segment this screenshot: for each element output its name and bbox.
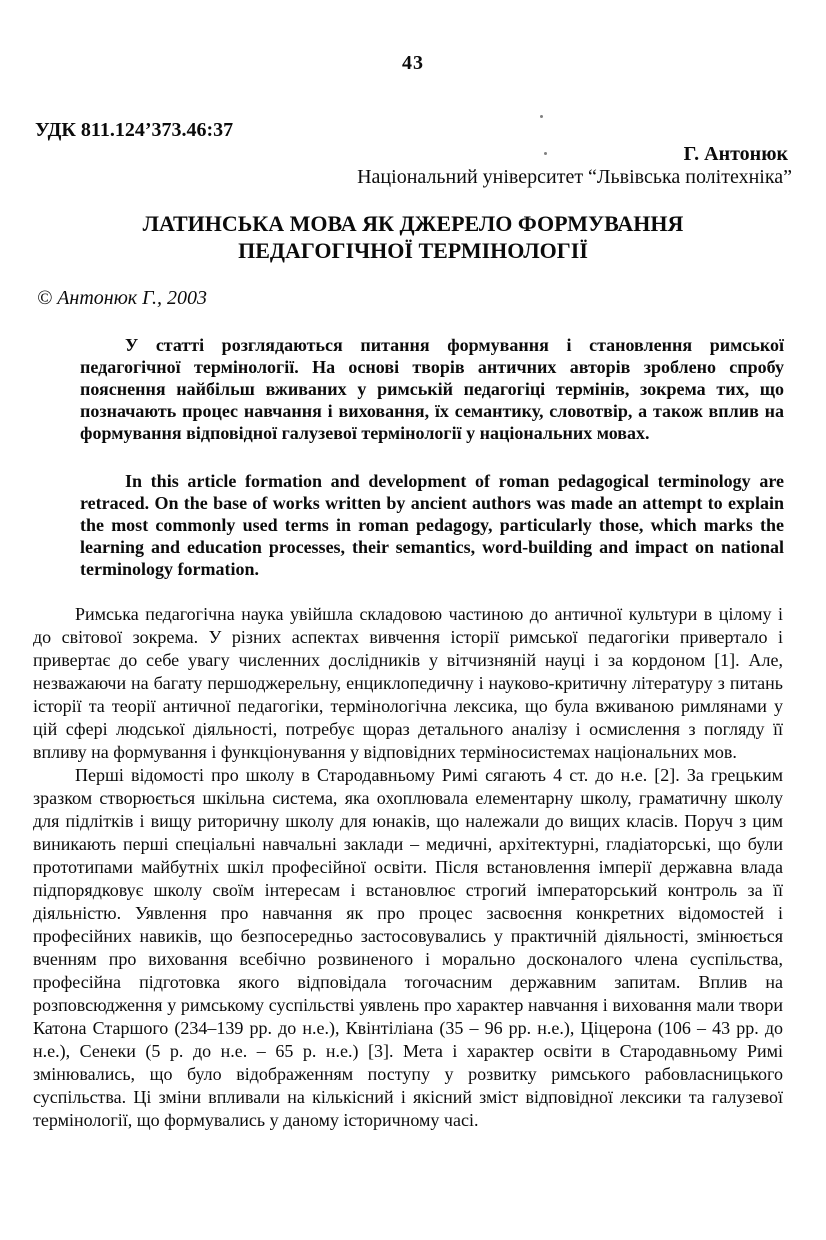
author-name: Г. Антонюк — [683, 143, 788, 165]
page-number: 43 — [402, 52, 424, 74]
body-paragraph-1: Римська педагогічна наука увійшла складовою частиною до античної культури в цілому і до світової зокрема. У різних аспектах вивчення історії римської педагогіки привертало і привертає до себе увагу численних дослідників у вітчизняній науці і за кордоном [1]. Але, незважаючи на багату першоджерельну, енциклопедичну і науково-критичну літературу з питань історії та теорії античної педагогіки, термінологічна лексика, що була вживаною римлянами у цій сфері людської діяльності, потребує щораз детального аналізу і осмислення з погляду її впливу на формування і функціонування у відповідних терміносистемах національних мов. — [33, 604, 783, 762]
article-title — [0, 210, 826, 264]
article-title-line2: ПЕДАГОГІЧНОЇ ТЕРМІНОЛОГІЇ — [238, 238, 588, 263]
article-body — [33, 603, 783, 1132]
author-affiliation: Національний університет “Львівська політехніка” — [357, 166, 792, 188]
scan-speck — [544, 152, 547, 155]
abstract-english: In this article formation and development of roman pedagogical terminology are retraced. On the base of works written by ancient authors was made an attempt to explain the most commonly used terms in roman pedagogy, particularly those, which marks the learning and education processes, their semantics, word-building and impact on national terminology formation. — [80, 471, 784, 579]
article-title-line1: ЛАТИНСЬКА МОВА ЯК ДЖЕРЕЛО ФОРМУВАННЯ — [142, 211, 684, 236]
scan-speck — [540, 115, 543, 118]
body-paragraph-2: Перші відомості про школу в Стародавньому Римі сягають 4 ст. до н.е. [2]. За грецьким зразком створюється шкільна система, яка охоплювала елементарну школу, граматичну школу для підлітків і вищу риторичну школу для юнаків, що належали до вищих класів. Поруч з цим виникають перші спеціальні навчальні заклади – медичні, архітектурні, гладіаторські, що були прототипами майбутніх шкіл професійної освіти. Після встановлення імперії державна влада підпорядковує школу своїм інтересам і встановлює строгий імператорський контроль за її діяльністю. Уявлення про навчання як про процес засвоєння конкретних відомостей і професійних навиків, що безпосередньо застосовувались у практичній діяльності, змінюється вченням про виховання всебічно розвиненого і морально досконалого члена суспільства, професійна підготовка якого відповідала тогочасним державним запитам. Вплив на розповсюдження у римському суспільстві уявлень про характер навчання і виховання мали твори Катона Старшого (234–139 рр. до н.е.), Квінтіліана (35 – 96 рр. н.е.), Ціцерона (106 – 43 рр. до н.е.), Сенеки (5 р. до н.е. – 65 р. н.е.) [3]. Мета і характер освіти в Стародавньому Римі змінювались, що було відображенням поступу у розвитку римського рабовласницького суспільства. Ці зміни впливали на кількісний і якісний зміст відповідної лексики та галузевої термінології, що формувались у даному історичному часі. — [33, 765, 783, 1130]
copyright-notice: © Антонюк Г., 2003 — [37, 287, 208, 309]
abstract-ukrainian: У статті розглядаються питання формування і становлення римської педагогічної термінології. На основі творів античних авторів зроблено спробу пояснення найбільш вживаних у римській педагогіці термінів, зокрема тих, що позначають процес навчання і виховання, їх семантику, словотвір, а також вплив на формування відповідної галузевої термінології у національних мовах. — [80, 335, 784, 443]
udc-classification-code: УДК 811.124’373.46:37 — [35, 119, 234, 141]
